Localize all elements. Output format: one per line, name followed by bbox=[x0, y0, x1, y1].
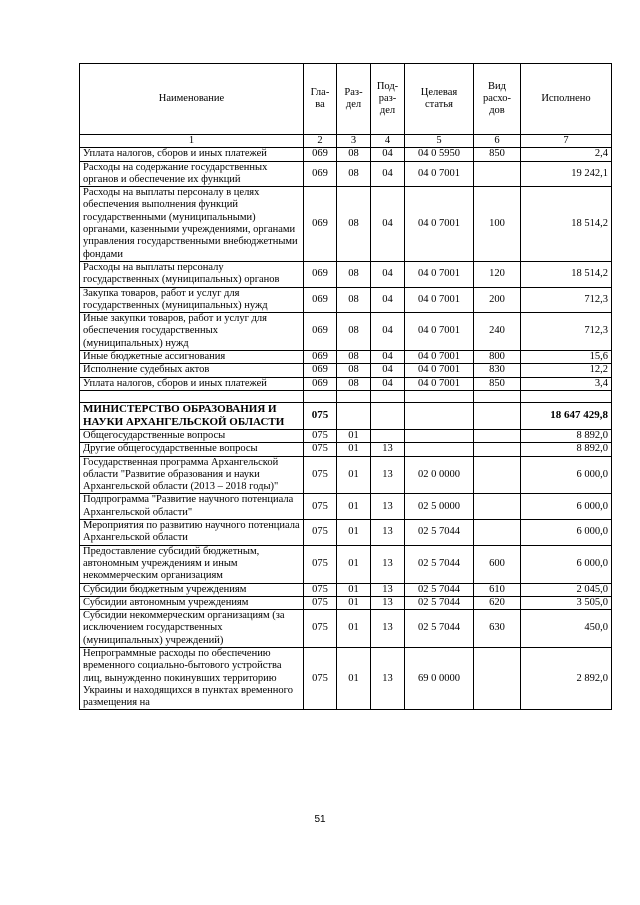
cell-executed: 12,2 bbox=[521, 364, 612, 377]
cell-kind: 240 bbox=[474, 313, 521, 351]
cell-section: 01 bbox=[337, 456, 371, 494]
cell-name: Субсидии некоммерческим организациям (за исключением государственных (муниципальных) учреждений) bbox=[80, 610, 304, 648]
cell-name: Общегосударственные вопросы bbox=[80, 429, 304, 442]
cell-target: 69 0 0000 bbox=[405, 647, 474, 709]
cell-target: 02 5 0000 bbox=[405, 494, 474, 520]
column-number: 7 bbox=[521, 135, 612, 148]
table-row bbox=[80, 443, 612, 456]
cell-chapter: 075 bbox=[304, 610, 337, 648]
cell-name: Расходы на выплаты персоналу государственных (муниципальных) органов bbox=[80, 261, 304, 287]
column-number: 4 bbox=[371, 135, 405, 148]
cell-target bbox=[405, 443, 474, 456]
cell-chapter: 075 bbox=[304, 402, 337, 429]
header-target: Целевая статья bbox=[405, 64, 474, 135]
spacer-cell bbox=[371, 390, 405, 402]
cell-executed: 6 000,0 bbox=[521, 520, 612, 546]
column-number: 3 bbox=[337, 135, 371, 148]
cell-name: Субсидии автономным учреждениям bbox=[80, 596, 304, 609]
cell-name: Другие общегосударственные вопросы bbox=[80, 443, 304, 456]
cell-kind: 120 bbox=[474, 261, 521, 287]
cell-section: 01 bbox=[337, 443, 371, 456]
table-row bbox=[80, 647, 612, 709]
cell-name: Подпрограмма "Развитие научного потенциала Архангельской области" bbox=[80, 494, 304, 520]
cell-executed: 6 000,0 bbox=[521, 494, 612, 520]
cell-chapter: 069 bbox=[304, 187, 337, 262]
cell-target: 02 0 0000 bbox=[405, 456, 474, 494]
cell-target: 04 0 7001 bbox=[405, 261, 474, 287]
cell-chapter: 075 bbox=[304, 443, 337, 456]
cell-target: 04 0 7001 bbox=[405, 287, 474, 313]
cell-name: Непрограммные расходы по обеспечению временного социально-бытового устройства лиц, вынужденно покинувших территорию Украины и находящихся в пунктах временного размещения на bbox=[80, 647, 304, 709]
cell-name: Предоставление субсидий бюджетным, автономным учреждениям и иным некоммерческим организациям bbox=[80, 545, 304, 583]
cell-chapter: 075 bbox=[304, 647, 337, 709]
cell-target: 02 5 7044 bbox=[405, 610, 474, 648]
cell-chapter: 069 bbox=[304, 148, 337, 161]
table-row bbox=[80, 610, 612, 648]
cell-chapter: 069 bbox=[304, 351, 337, 364]
cell-subsection: 13 bbox=[371, 610, 405, 648]
cell-subsection bbox=[371, 429, 405, 442]
cell-chapter: 075 bbox=[304, 520, 337, 546]
cell-section: 08 bbox=[337, 148, 371, 161]
cell-name: Уплата налогов, сборов и иных платежей bbox=[80, 148, 304, 161]
cell-subsection: 13 bbox=[371, 520, 405, 546]
cell-subsection bbox=[371, 402, 405, 429]
spacer-cell bbox=[405, 390, 474, 402]
table-row bbox=[80, 313, 612, 351]
cell-section: 01 bbox=[337, 494, 371, 520]
cell-executed: 6 000,0 bbox=[521, 545, 612, 583]
cell-target: 04 0 7001 bbox=[405, 313, 474, 351]
cell-section: 08 bbox=[337, 313, 371, 351]
cell-subsection: 13 bbox=[371, 494, 405, 520]
cell-target: 04 0 5950 bbox=[405, 148, 474, 161]
cell-chapter: 069 bbox=[304, 287, 337, 313]
cell-executed: 450,0 bbox=[521, 610, 612, 648]
cell-section: 01 bbox=[337, 596, 371, 609]
table-body bbox=[80, 148, 612, 710]
cell-kind bbox=[474, 520, 521, 546]
cell-executed: 8 892,0 bbox=[521, 429, 612, 442]
table-row bbox=[80, 377, 612, 390]
cell-executed: 3 505,0 bbox=[521, 596, 612, 609]
table-row bbox=[80, 187, 612, 262]
header-row bbox=[80, 64, 612, 135]
header-name: Наименование bbox=[80, 64, 304, 135]
cell-chapter: 069 bbox=[304, 377, 337, 390]
header-subsection: Под- раз- дел bbox=[371, 64, 405, 135]
cell-kind: 850 bbox=[474, 377, 521, 390]
table-row bbox=[80, 494, 612, 520]
header-kind: Вид расхо- дов bbox=[474, 64, 521, 135]
cell-kind: 100 bbox=[474, 187, 521, 262]
cell-kind bbox=[474, 647, 521, 709]
cell-executed: 6 000,0 bbox=[521, 456, 612, 494]
cell-target: 02 5 7044 bbox=[405, 596, 474, 609]
cell-target: 02 5 7044 bbox=[405, 545, 474, 583]
cell-kind: 610 bbox=[474, 583, 521, 596]
cell-section: 01 bbox=[337, 545, 371, 583]
table-row bbox=[80, 261, 612, 287]
table-row bbox=[80, 429, 612, 442]
cell-name: Закупка товаров, работ и услуг для государственных (муниципальных) нужд bbox=[80, 287, 304, 313]
cell-kind: 200 bbox=[474, 287, 521, 313]
cell-executed: 18 647 429,8 bbox=[521, 402, 612, 429]
cell-subsection: 04 bbox=[371, 313, 405, 351]
cell-name: Исполнение судебных актов bbox=[80, 364, 304, 377]
cell-target: 02 5 7044 bbox=[405, 520, 474, 546]
cell-section: 08 bbox=[337, 261, 371, 287]
spacer-row bbox=[80, 390, 612, 402]
cell-subsection: 13 bbox=[371, 545, 405, 583]
cell-name: Государственная программа Архангельской области "Развитие образования и науки Архангельской области (2013 – 2018 годы)" bbox=[80, 456, 304, 494]
cell-subsection: 04 bbox=[371, 351, 405, 364]
cell-section: 01 bbox=[337, 647, 371, 709]
cell-executed: 15,6 bbox=[521, 351, 612, 364]
cell-chapter: 069 bbox=[304, 261, 337, 287]
spacer-cell bbox=[337, 390, 371, 402]
cell-target: 04 0 7001 bbox=[405, 364, 474, 377]
cell-chapter: 075 bbox=[304, 494, 337, 520]
column-number: 1 bbox=[80, 135, 304, 148]
cell-kind bbox=[474, 456, 521, 494]
budget-table bbox=[79, 63, 612, 710]
cell-chapter: 075 bbox=[304, 545, 337, 583]
cell-executed: 19 242,1 bbox=[521, 161, 612, 187]
cell-subsection: 04 bbox=[371, 148, 405, 161]
cell-name: Уплата налогов, сборов и иных платежей bbox=[80, 377, 304, 390]
cell-target bbox=[405, 402, 474, 429]
cell-kind: 830 bbox=[474, 364, 521, 377]
cell-kind bbox=[474, 429, 521, 442]
table-row bbox=[80, 402, 612, 429]
cell-executed: 2,4 bbox=[521, 148, 612, 161]
cell-chapter: 075 bbox=[304, 429, 337, 442]
table-row bbox=[80, 148, 612, 161]
spacer-cell bbox=[80, 390, 304, 402]
cell-kind: 850 bbox=[474, 148, 521, 161]
cell-kind: 630 bbox=[474, 610, 521, 648]
cell-executed: 2 045,0 bbox=[521, 583, 612, 596]
spacer-cell bbox=[304, 390, 337, 402]
cell-section: 08 bbox=[337, 187, 371, 262]
cell-name: Субсидии бюджетным учреждениям bbox=[80, 583, 304, 596]
cell-kind: 600 bbox=[474, 545, 521, 583]
column-number: 5 bbox=[405, 135, 474, 148]
cell-subsection: 13 bbox=[371, 583, 405, 596]
cell-subsection: 04 bbox=[371, 161, 405, 187]
cell-subsection: 13 bbox=[371, 456, 405, 494]
header-section: Раз- дел bbox=[337, 64, 371, 135]
cell-section bbox=[337, 402, 371, 429]
spacer-cell bbox=[474, 390, 521, 402]
cell-subsection: 04 bbox=[371, 187, 405, 262]
page-number: 51 bbox=[314, 814, 326, 825]
cell-section: 08 bbox=[337, 377, 371, 390]
cell-name: Расходы на выплаты персоналу в целях обеспечения выполнения функций государственными (муниципальными) органами, казенными учреждениями, органами управления государственными внебюджетными фондами bbox=[80, 187, 304, 262]
cell-kind: 800 bbox=[474, 351, 521, 364]
cell-section: 08 bbox=[337, 287, 371, 313]
column-number: 2 bbox=[304, 135, 337, 148]
cell-name: Мероприятия по развитию научного потенциала Архангельской области bbox=[80, 520, 304, 546]
cell-section: 01 bbox=[337, 610, 371, 648]
cell-executed: 18 514,2 bbox=[521, 261, 612, 287]
cell-executed: 712,3 bbox=[521, 287, 612, 313]
header-chapter: Гла- ва bbox=[304, 64, 337, 135]
table-row bbox=[80, 351, 612, 364]
cell-section: 01 bbox=[337, 583, 371, 596]
table-row bbox=[80, 364, 612, 377]
cell-subsection: 04 bbox=[371, 377, 405, 390]
cell-target: 04 0 7001 bbox=[405, 161, 474, 187]
table-row bbox=[80, 596, 612, 609]
cell-kind bbox=[474, 402, 521, 429]
cell-chapter: 075 bbox=[304, 456, 337, 494]
cell-kind bbox=[474, 494, 521, 520]
cell-executed: 8 892,0 bbox=[521, 443, 612, 456]
cell-section: 08 bbox=[337, 161, 371, 187]
table-row bbox=[80, 161, 612, 187]
header-executed: Исполнено bbox=[521, 64, 612, 135]
cell-name: Иные закупки товаров, работ и услуг для обеспечения государственных (муниципальных) нужд bbox=[80, 313, 304, 351]
cell-executed: 3,4 bbox=[521, 377, 612, 390]
cell-kind: 620 bbox=[474, 596, 521, 609]
cell-executed: 712,3 bbox=[521, 313, 612, 351]
cell-target: 04 0 7001 bbox=[405, 187, 474, 262]
spacer-cell bbox=[521, 390, 612, 402]
cell-target: 04 0 7001 bbox=[405, 351, 474, 364]
cell-name: Расходы на содержание государственных органов и обеспечение их функций bbox=[80, 161, 304, 187]
cell-chapter: 069 bbox=[304, 364, 337, 377]
cell-target bbox=[405, 429, 474, 442]
table-row bbox=[80, 520, 612, 546]
cell-name: МИНИСТЕРСТВО ОБРАЗОВАНИЯ И НАУКИ АРХАНГЕЛЬСКОЙ ОБЛАСТИ bbox=[80, 402, 304, 429]
cell-section: 01 bbox=[337, 429, 371, 442]
table-row bbox=[80, 456, 612, 494]
column-number: 6 bbox=[474, 135, 521, 148]
cell-name: Иные бюджетные ассигнования bbox=[80, 351, 304, 364]
cell-chapter: 075 bbox=[304, 583, 337, 596]
cell-target: 04 0 7001 bbox=[405, 377, 474, 390]
cell-kind bbox=[474, 443, 521, 456]
cell-section: 08 bbox=[337, 364, 371, 377]
cell-subsection: 13 bbox=[371, 647, 405, 709]
cell-subsection: 04 bbox=[371, 261, 405, 287]
cell-subsection: 04 bbox=[371, 287, 405, 313]
cell-target: 02 5 7044 bbox=[405, 583, 474, 596]
cell-chapter: 075 bbox=[304, 596, 337, 609]
cell-subsection: 04 bbox=[371, 364, 405, 377]
cell-section: 01 bbox=[337, 520, 371, 546]
table-row bbox=[80, 545, 612, 583]
table-row bbox=[80, 583, 612, 596]
cell-chapter: 069 bbox=[304, 161, 337, 187]
cell-section: 08 bbox=[337, 351, 371, 364]
cell-chapter: 069 bbox=[304, 313, 337, 351]
cell-executed: 2 892,0 bbox=[521, 647, 612, 709]
cell-subsection: 13 bbox=[371, 596, 405, 609]
cell-kind bbox=[474, 161, 521, 187]
cell-subsection: 13 bbox=[371, 443, 405, 456]
cell-executed: 18 514,2 bbox=[521, 187, 612, 262]
column-number-row bbox=[80, 135, 612, 148]
table-row bbox=[80, 287, 612, 313]
